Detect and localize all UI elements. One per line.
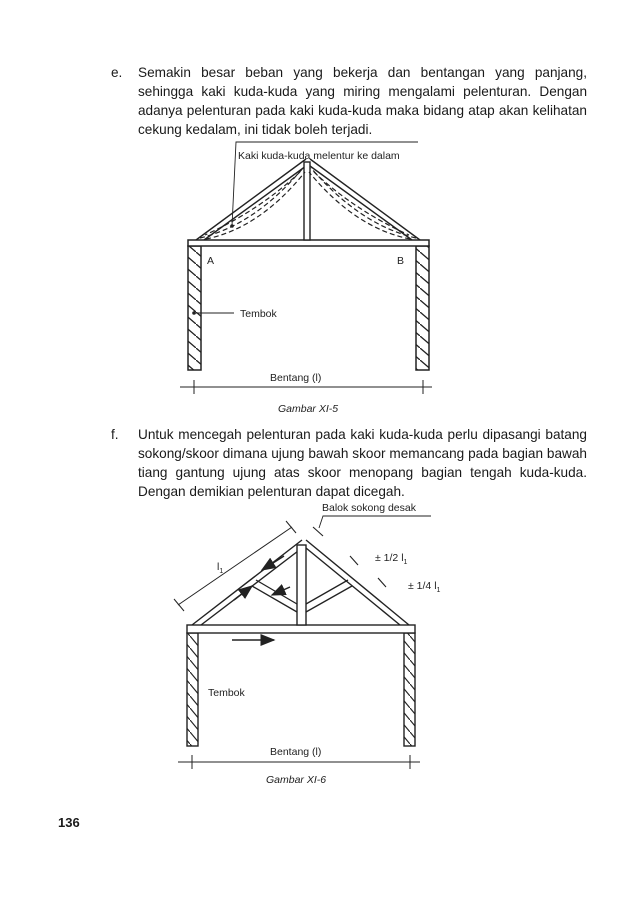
figure-xi-5-drawing xyxy=(0,130,638,425)
label-wall: Tembok xyxy=(208,687,245,699)
figure-xi-6-drawing xyxy=(0,495,638,795)
label-wall: Tembok xyxy=(240,308,277,320)
list-marker: f. xyxy=(111,427,119,442)
left-wall xyxy=(187,633,198,746)
label-quarter: ± 1/4 $l_1$ xyxy=(408,580,441,594)
tie-beam xyxy=(187,625,415,633)
label-l1: $l_1$ xyxy=(217,561,224,575)
label-span: Bentang (l) xyxy=(270,372,322,384)
label-half: ± 1/2 $l_1$ xyxy=(375,552,408,566)
label-b: B xyxy=(397,255,405,267)
paragraph-text: Semakin besar beban yang bekerja dan bentangan yang panjang, sehingga kaki kuda-kuda yang miring mengalami pelenturan. Dengan adanya pelenturan pada kaki kuda-kuda maka bidang atap akan kelihatan cekung kedalam, ini tidak boleh terjadi. xyxy=(138,65,587,137)
figure-xi-6 xyxy=(0,495,638,795)
label-span: Bentang (l) xyxy=(270,746,322,758)
label-a: A xyxy=(207,255,215,267)
right-wall xyxy=(404,633,415,746)
label-strut: Balok sokong desak xyxy=(322,502,416,514)
left-wall xyxy=(188,246,201,370)
king-post xyxy=(297,545,306,625)
page-number: 136 xyxy=(58,815,80,830)
caption: Gambar XI-6 xyxy=(266,774,327,786)
paragraph-text: Untuk mencegah pelenturan pada kaki kuda-kuda perlu dipasangi batang sokong/skoor dimana ujung bawah skoor memancang pada bagian bawah tiang gantung ujung atas skoor menopang bagian tengah kuda-kuda. Dengan demikian pelenturan dapat dicegah. xyxy=(138,427,587,499)
paragraph-e xyxy=(111,63,587,139)
caption: Gambar XI-5 xyxy=(278,403,339,415)
king-post xyxy=(304,162,310,240)
figure-xi-5 xyxy=(0,130,638,425)
paragraph-f xyxy=(111,425,587,501)
right-wall xyxy=(416,246,429,370)
list-marker: e. xyxy=(111,65,123,80)
leader-top xyxy=(319,516,431,528)
label-bending: Kaki kuda-kuda melentur ke dalam xyxy=(238,150,400,162)
tie-beam xyxy=(188,240,429,246)
